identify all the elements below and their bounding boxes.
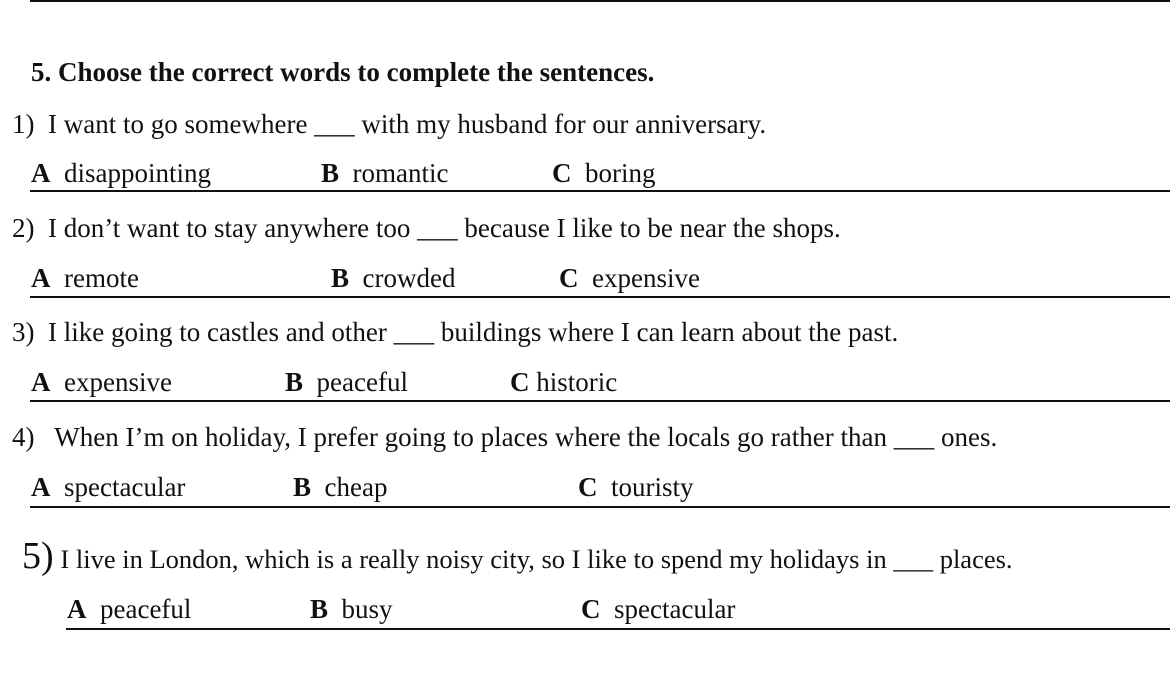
option-letter: C bbox=[510, 367, 530, 397]
option-letter: A bbox=[31, 263, 51, 293]
option-4c[interactable] bbox=[578, 471, 694, 503]
option-text: boring bbox=[585, 158, 656, 188]
question-number: 2) bbox=[12, 213, 35, 243]
question-4 bbox=[12, 421, 997, 453]
option-letter: B bbox=[293, 472, 312, 502]
question-text: I want to go somewhere ___ with my husband for our anniversary. bbox=[48, 109, 767, 139]
option-text: touristy bbox=[611, 472, 694, 502]
question-number: 4) bbox=[12, 422, 35, 452]
option-letter: A bbox=[31, 158, 51, 188]
option-text: expensive bbox=[64, 367, 172, 397]
question-divider bbox=[30, 296, 1170, 298]
option-letter: A bbox=[31, 472, 51, 502]
question-text: I live in London, which is a really noisy city, so I like to spend my holidays in ___ places. bbox=[60, 544, 1013, 574]
option-text: peaceful bbox=[316, 367, 408, 397]
question-3 bbox=[12, 316, 898, 348]
option-letter: A bbox=[31, 367, 51, 397]
option-5c[interactable] bbox=[581, 593, 735, 625]
option-letter: B bbox=[310, 594, 329, 624]
option-letter: C bbox=[559, 263, 579, 293]
option-text: spectacular bbox=[614, 594, 736, 624]
question-number: 5) bbox=[22, 535, 54, 577]
question-text: I don’t want to stay anywhere too ___ because I like to be near the shops. bbox=[48, 213, 841, 243]
option-5b[interactable] bbox=[310, 593, 393, 625]
question-divider bbox=[30, 190, 1170, 192]
option-4a[interactable] bbox=[31, 471, 185, 503]
option-2b[interactable] bbox=[331, 262, 455, 294]
top-rule bbox=[30, 0, 1170, 2]
question-1 bbox=[12, 108, 766, 140]
question-number: 1) bbox=[12, 109, 35, 139]
option-text: busy bbox=[341, 594, 393, 624]
option-letter: C bbox=[581, 594, 601, 624]
option-letter: A bbox=[67, 594, 87, 624]
option-3c[interactable] bbox=[510, 366, 617, 398]
option-text: spectacular bbox=[64, 472, 186, 502]
option-2c[interactable] bbox=[559, 262, 700, 294]
option-1a[interactable] bbox=[31, 157, 211, 189]
option-text: historic bbox=[536, 367, 618, 397]
question-divider bbox=[66, 628, 1170, 630]
question-2 bbox=[12, 212, 841, 244]
option-letter: B bbox=[321, 158, 340, 188]
option-text: expensive bbox=[592, 263, 700, 293]
question-divider bbox=[30, 506, 1170, 508]
option-letter: C bbox=[578, 472, 598, 502]
option-text: crowded bbox=[362, 263, 456, 293]
option-letter: C bbox=[552, 158, 572, 188]
question-text: When I’m on holiday, I prefer going to places where the locals go rather than ___ ones. bbox=[54, 422, 998, 452]
option-text: remote bbox=[64, 263, 139, 293]
option-3a[interactable] bbox=[31, 366, 172, 398]
exercise-heading: 5. Choose the correct words to complete the sentences. bbox=[31, 57, 655, 87]
option-letter: B bbox=[285, 367, 304, 397]
question-divider bbox=[30, 400, 1170, 402]
option-1c[interactable] bbox=[552, 157, 656, 189]
question-number: 3) bbox=[12, 317, 35, 347]
option-text: cheap bbox=[324, 472, 388, 502]
question-text: I like going to castles and other ___ buildings where I can learn about the past. bbox=[48, 317, 899, 347]
option-text: romantic bbox=[352, 158, 449, 188]
option-2a[interactable] bbox=[31, 262, 139, 294]
option-4b[interactable] bbox=[293, 471, 387, 503]
question-5 bbox=[22, 534, 1013, 581]
option-1b[interactable] bbox=[321, 157, 448, 189]
option-text: disappointing bbox=[64, 158, 211, 188]
option-5a[interactable] bbox=[67, 593, 191, 625]
option-letter: B bbox=[331, 263, 350, 293]
option-text: peaceful bbox=[100, 594, 192, 624]
option-3b[interactable] bbox=[285, 366, 408, 398]
